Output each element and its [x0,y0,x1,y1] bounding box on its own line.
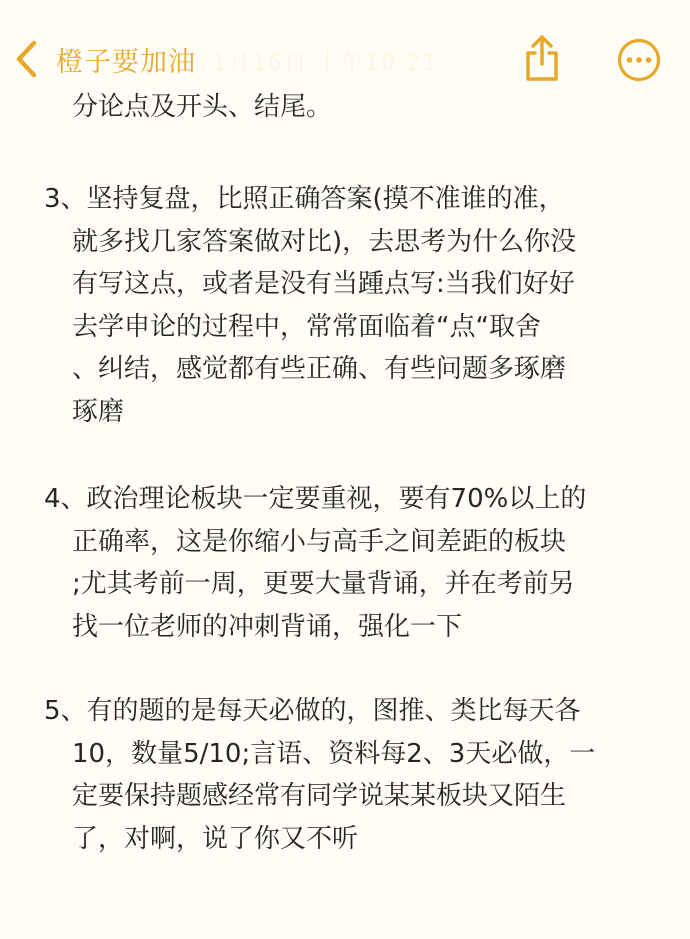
note-item-4-line: 正确率，这是你缩小与高手之间差距的板块 [72,527,567,557]
more-button[interactable] [617,38,661,82]
note-item-5-line: 了，对啊，说了你又不听 [72,824,359,854]
note-item-4-line: ;尤其考前一周，更要大量背诵，并在考前另 [72,569,575,599]
faded-date-text: 1月16日 上午10:21 [212,51,439,76]
note-item-3-line: 琢磨 [72,397,125,427]
back-button[interactable] [12,36,196,82]
share-icon [520,33,564,83]
note-item-3-line: 、纠结，感觉都有些正确、有些问题多琢磨 [72,354,567,384]
note-item-5-line: 定要保持题感经常有同学说某某板块又陌生 [72,781,567,811]
back-label: 橙子要加油 [56,46,196,78]
note-item-4-line: 4、政治理论板块一定要重视，要有70%以上的 [44,484,587,514]
note-item-3-line: 就多找几家答案做对比)，去思考为什么你没 [72,227,577,257]
note-item-3-line: 3、坚持复盘，比照正确答案(摸不准谁的准， [44,184,565,214]
note-item-5-line: 10，数量5/10;言语、资料每2、3天必做，一 [72,739,596,769]
chevron-left-icon [12,38,42,80]
note-item-3-line: 去学申论的过程中，常常面临着“点“取舍 [72,312,541,342]
ellipsis-circle-icon [617,38,661,82]
note-item-4-line: 找一位老师的冲刺背诵，强化一下 [72,612,463,642]
note-text-line: 分论点及开头、结尾。 [72,92,333,122]
note-item-3-line: 有写这点，或者是没有当踵点写:当我们好好 [72,269,575,299]
share-button[interactable] [520,33,564,83]
note-item-5-line: 5、有的题的是每天必做的，图推、类比每天各 [44,696,581,726]
navigation-bar [0,0,690,100]
